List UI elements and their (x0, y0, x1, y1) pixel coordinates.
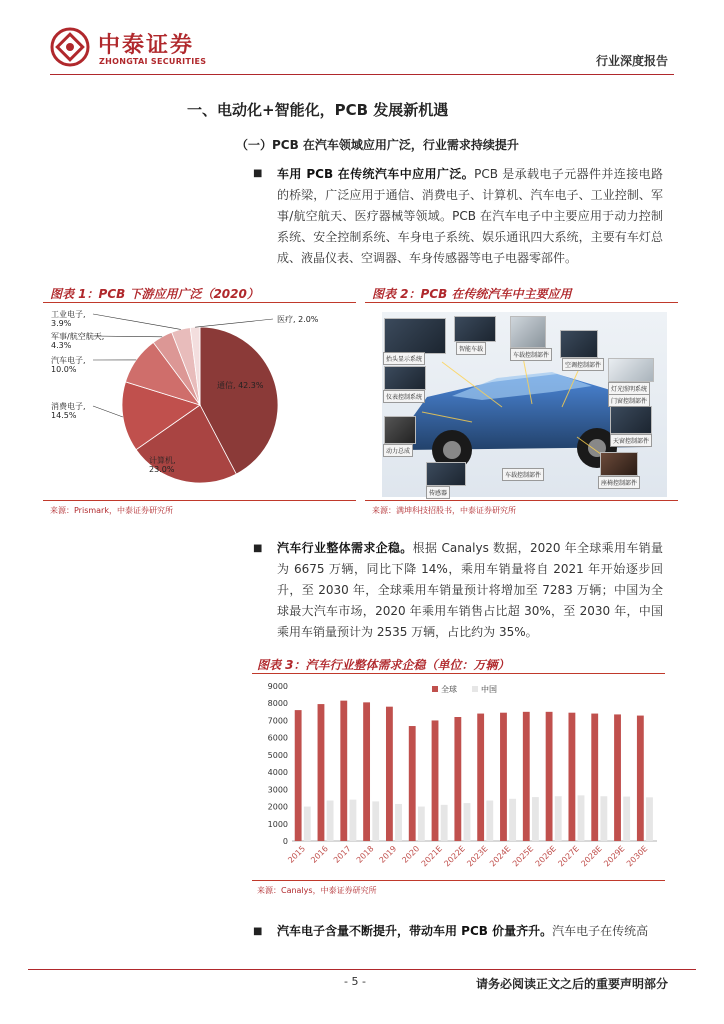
thumb-seat (600, 452, 638, 476)
bar-中国-2030E (646, 797, 653, 841)
bar-全球-2028E (591, 714, 598, 841)
bar-全球-2023E (477, 714, 484, 841)
bar-中国-2019 (395, 804, 402, 841)
figure-1-divider (43, 302, 356, 303)
bar-全球-2017 (340, 701, 347, 841)
figure-1-source: 来源：Prismark，中泰证券研究所 (50, 506, 173, 515)
label-sensor: 传感器 (426, 486, 450, 499)
x-tick-label: 2029E (602, 844, 627, 869)
y-tick-label: 8000 (267, 699, 288, 709)
company-name-en: ZHONGTAI SECURITIES (99, 57, 207, 66)
paragraph-lead: 汽车行业整体需求企稳。 (277, 541, 413, 555)
pie-leader-line-2 (93, 406, 123, 417)
bar-中国-2028E (600, 796, 607, 841)
bar-全球-2020 (409, 726, 416, 841)
page-number: - 5 - (344, 975, 366, 988)
bar-中国-2026E (555, 796, 562, 841)
figure-3-bar-chart (252, 676, 665, 878)
y-tick-label: 9000 (267, 682, 288, 691)
y-tick-label: 2000 (267, 802, 288, 812)
pie-label-5: 工业电子, 3.9% (51, 310, 86, 328)
pie-label-2: 消费电子, 14.5% (51, 402, 86, 420)
x-tick-label: 2028E (579, 844, 604, 869)
label-window: 门窗控制部件 (608, 394, 650, 407)
bar-中国-2023E (486, 801, 493, 841)
x-tick-label: 2023E (465, 844, 490, 869)
x-tick-label: 2018 (354, 844, 376, 865)
thumb-ac-control (560, 330, 598, 358)
report-type: 行业深度报告 (595, 54, 668, 68)
bullet-icon: ■ (253, 926, 263, 937)
thumb-sensor (426, 462, 466, 486)
x-tick-label: 2026E (533, 844, 559, 869)
legend-label-0: 全球 (441, 685, 457, 694)
bar-中国-2022E (464, 803, 471, 841)
bar-全球-2019 (386, 707, 393, 841)
x-tick-label: 2025E (510, 844, 536, 869)
bar-中国-2020 (418, 807, 425, 841)
pie-label-4: 军事/航空航天, 4.3% (51, 332, 105, 350)
figure-1-pie-chart (43, 305, 356, 495)
x-tick-label: 2019 (377, 844, 399, 865)
bar-中国-2018 (372, 801, 379, 841)
paragraph-pcb-usage (277, 164, 663, 269)
bar-全球-2030E (637, 716, 644, 841)
y-tick-label: 1000 (267, 819, 288, 829)
pie-label-1: 计算机, 23.0% (149, 456, 176, 474)
paragraph-text: 汽车电子在传统高 (552, 924, 649, 938)
x-tick-label: 2027E (556, 844, 581, 869)
paragraph-lead: 汽车电子含量不断提升，带动车用 PCB 价量齐升。 (277, 924, 553, 938)
bar-全球-2026E (546, 712, 553, 841)
company-logo-icon (50, 27, 90, 67)
bar-中国-2027E (578, 795, 585, 841)
y-tick-label: 7000 (267, 716, 288, 726)
figure-2-source: 来源：满坤科技招股书，中泰证券研究所 (372, 506, 516, 515)
bar-全球-2021E (432, 720, 439, 841)
bar-中国-2025E (532, 797, 539, 841)
figure-2-bottom-divider (365, 500, 678, 501)
thumb-lighting (608, 358, 654, 382)
bar-全球-2027E (568, 713, 575, 841)
bar-全球-2015 (295, 710, 302, 841)
legend-label-1: 中国 (481, 685, 497, 694)
label-sunroof: 天窗控制部件 (610, 434, 652, 447)
bar-全球-2018 (363, 702, 370, 841)
bar-全球-2016 (318, 704, 325, 841)
pie-label-3: 汽车电子, 10.0% (51, 356, 86, 374)
figure-2-car-diagram (382, 312, 667, 497)
thumb-control-part (510, 316, 546, 348)
label-smart-car: 智能车载 (456, 342, 486, 355)
label-ac-control: 空调控制部件 (562, 358, 604, 371)
x-tick-label: 2030E (624, 844, 650, 869)
company-name-cn: 中泰证券 (98, 33, 195, 58)
bar-中国-2029E (623, 797, 630, 841)
figure-3-source: 来源：Canalys，中泰证券研究所 (257, 886, 377, 895)
figure-3-title: 图表 3：汽车行业整体需求企稳（单位：万辆） (257, 658, 510, 672)
label-seat: 座椅控制部件 (598, 476, 640, 489)
bar-中国-2021E (441, 805, 448, 841)
bar-中国-2015 (304, 807, 311, 841)
thumb-smart-car (454, 316, 496, 342)
bar-全球-2022E (454, 717, 461, 841)
thumb-sunroof (610, 406, 652, 434)
header-divider (50, 74, 674, 75)
thumb-powertrain (384, 416, 416, 444)
pie-label-6: 医疗, 2.0% (277, 315, 319, 324)
paragraph-text: 根据 Canalys 数据，2020 年全球乘用车销量为 6675 万辆，同比下降 14%，乘用车销量将自 2021 年开始逐步回升，至 2030 年，全球乘用车销量预计将增加至 7283 万辆；中国为全球最大汽车市场，2020 年乘用车销售占比超 30%，至 2030 年，中国乘用车销量预计为 2535 万辆，占比约为 35%。 (277, 541, 663, 639)
y-tick-label: 0 (282, 837, 288, 846)
section-title: 一、电动化+智能化，PCB 发展新机遇 (187, 101, 449, 119)
bar-中国-2016 (327, 801, 334, 841)
x-tick-label: 2022E (442, 844, 467, 869)
pie-leader-line-6 (195, 319, 273, 327)
legend-swatch-0 (432, 686, 438, 692)
footer-divider (28, 969, 696, 970)
figure-3-divider (252, 673, 665, 674)
figure-2-title: 图表 2：PCB 在传统汽车中主要应用 (372, 287, 572, 301)
paragraph-text: PCB 是承载电子元器件并连接电路的桥梁，广泛应用于通信、消费电子、计算机、汽车电子、工业控制、军事/航空航天、医疗器械等领域。PCB 在汽车电子中主要应用于动力控制系统、安全控制系统、车身电子系统、娱乐通讯四大系统，主要有车灯总成、液晶仪表、空调器、车身传感器等电子电器零部件。 (277, 167, 663, 265)
y-tick-label: 3000 (267, 785, 288, 795)
figure-1-bottom-divider (43, 500, 356, 501)
pie-leader-line-5 (93, 314, 181, 329)
pie-label-0: 通信, 42.3% (217, 381, 264, 390)
label-control-part: 车载控制部件 (510, 348, 552, 361)
figure-1-title: 图表 1：PCB 下游应用广泛（2020） (50, 287, 259, 301)
figure-2-divider (365, 302, 678, 303)
x-tick-label: 2015 (286, 844, 308, 865)
bar-全球-2024E (500, 713, 507, 841)
legend-swatch-1 (472, 686, 478, 692)
thumb-hud (384, 318, 446, 354)
y-tick-label: 4000 (267, 768, 288, 778)
paragraph-auto-electronics (277, 921, 663, 942)
x-tick-label: 2020 (400, 844, 422, 865)
label-dashboard: 仪表控制系统 (383, 390, 425, 403)
label-hud: 抬头显示系统 (383, 352, 425, 365)
bar-全球-2029E (614, 714, 621, 841)
figure-3-bottom-divider (252, 880, 665, 881)
footer-disclaimer: 请务必阅读正文之后的重要声明部分 (475, 977, 668, 991)
section-subtitle: （一）PCB 在汽车领域应用广泛，行业需求持续提升 (236, 138, 519, 152)
paragraph-lead: 车用 PCB 在传统汽车中应用广泛。 (277, 167, 475, 181)
thumb-dashboard (384, 366, 426, 390)
x-tick-label: 2017 (331, 844, 353, 865)
x-tick-label: 2016 (309, 844, 330, 865)
bar-中国-2017 (349, 800, 356, 841)
paragraph-auto-demand (277, 538, 663, 643)
y-tick-label: 5000 (267, 750, 288, 760)
bar-中国-2024E (509, 799, 516, 841)
bullet-icon: ■ (253, 168, 263, 179)
label-powertrain: 动力总成 (383, 444, 413, 457)
bullet-icon: ■ (253, 543, 263, 554)
bar-全球-2025E (523, 712, 530, 841)
label-vehicle-control: 车载控制部件 (502, 468, 544, 481)
label-lighting: 灯光照明系统 (608, 382, 650, 395)
x-tick-label: 2024E (488, 844, 513, 869)
x-tick-label: 2021E (419, 844, 445, 869)
y-tick-label: 6000 (267, 733, 288, 743)
